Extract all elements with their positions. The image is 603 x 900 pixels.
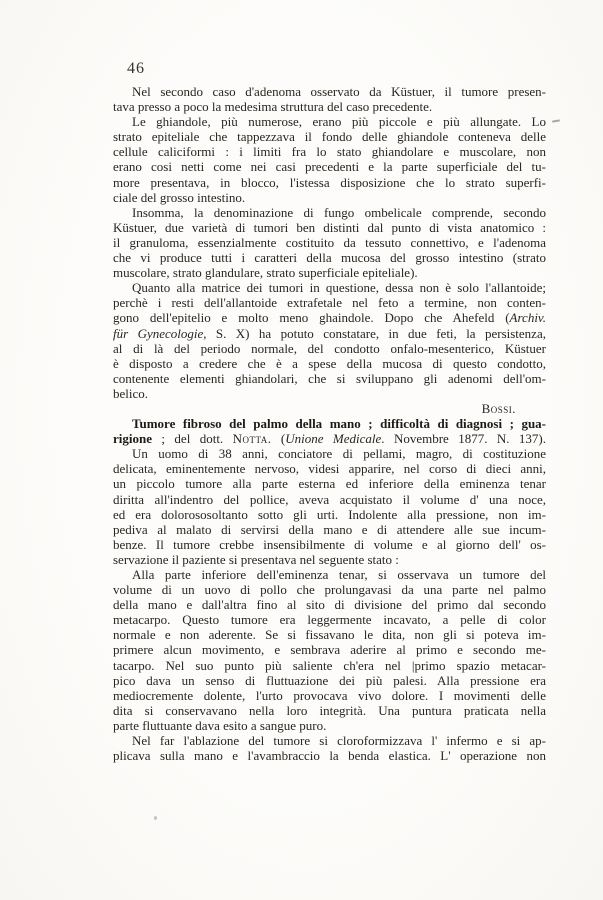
- text-segment: Quanto alla matrice dei tumori in questione, dessa non è solo l'allantoide;: [132, 280, 546, 296]
- text-line: [113, 129, 546, 144]
- text-line: [113, 280, 546, 295]
- text-line: [113, 507, 546, 522]
- text-line: [113, 356, 546, 371]
- text-line: [113, 250, 546, 265]
- text-line: [113, 582, 546, 597]
- text-segment: mediocremente dolente, l'urto provocava vivo dolore. I movimenti delle: [113, 687, 546, 703]
- text-line: [113, 537, 546, 552]
- text-line: [113, 597, 546, 612]
- text-line: [113, 205, 546, 220]
- text-segment: servazione il paziente si presentava nel seguente stato :: [113, 551, 399, 567]
- text-segment: erano cosi netti come nei casi precedenti e la parte superficiale del tu-: [113, 159, 546, 175]
- text-segment: Archiv.: [509, 310, 546, 326]
- text-line: [113, 416, 546, 431]
- signature-bossi: [113, 401, 546, 416]
- text-segment: pediva al malato di servirsi della mano e di attendere alle sue incum-: [113, 521, 546, 537]
- text-line: [113, 159, 546, 174]
- text-line: [113, 567, 546, 582]
- text-line: [113, 220, 546, 235]
- text-line: [113, 522, 546, 537]
- text-segment: della mano e dall'altra fino al sito di divisione del primo dal secondo: [113, 597, 546, 613]
- text-line: [113, 703, 546, 718]
- text-line: [113, 84, 546, 99]
- text-line: [113, 658, 546, 673]
- text-line: [113, 310, 546, 325]
- text-segment: strato epiteliale che tappezzava il fondo delle ghiandole conteneva delle: [113, 129, 546, 145]
- text-segment: parte fluttuante dava esito a sangue puro.: [113, 717, 327, 733]
- text-segment: Bossi.: [481, 400, 516, 416]
- text-segment: ; del dott.: [152, 431, 233, 447]
- text-block: [113, 84, 546, 763]
- page-number: 46: [127, 60, 145, 77]
- text-line: [113, 144, 546, 159]
- text-segment: Un uomo di 38 anni, conciatore di pellami, magro, di costituzione: [132, 446, 546, 462]
- text-segment: un piccolo tumore alla parte esterna ed inferiore della eminenza tenar: [113, 476, 546, 492]
- text-line: [113, 461, 546, 476]
- paragraph-adenoma-secondo-caso: [113, 84, 546, 114]
- text-segment: für Gynecologie: [113, 325, 204, 341]
- text-segment: Nel secondo caso d'adenoma osservato da Küstuer, il tumore presen-: [132, 84, 546, 99]
- text-segment: ciale del grosso intestino.: [113, 189, 246, 205]
- text-segment: gono dell'epitelio e molto meno ghaindole. Dopo che Ahefeld (: [113, 310, 510, 326]
- text-segment: tacarpo. Nel suo punto più saliente ch'era nel |primo spazio metacar-: [113, 657, 546, 673]
- text-segment: more presentava, in blocco, l'istessa disposizione che lo strato superfi-: [113, 174, 546, 190]
- text-segment: è disposto a credere che è a spese della mucosa di questo condotto,: [113, 355, 546, 371]
- paragraph-ablazione: [113, 733, 546, 763]
- text-line: [113, 265, 546, 280]
- text-segment: pico dava un senso di fluttuazione dei più palesi. Alla pressione era: [113, 672, 546, 688]
- text-line: [113, 386, 546, 401]
- text-segment: perchè i resti dell'allantoide extrafetale nel feto a termine, non conten-: [113, 295, 546, 311]
- text-line: [113, 718, 546, 733]
- text-line: [113, 748, 546, 763]
- text-line: [113, 401, 546, 416]
- paragraph-fungo-ombelicale: [113, 205, 546, 280]
- text-segment: contenente elementi ghiandolari, che si sviluppano gli adenomi dell'om-: [113, 370, 546, 386]
- text-line: [113, 476, 546, 491]
- text-line: [113, 190, 546, 205]
- paragraph-matrice-tumori: [113, 280, 546, 401]
- text-segment: Tumore fibroso del palmo della mano ; difficoltà di diagnosi ; gua-: [132, 416, 546, 432]
- text-line: [113, 371, 546, 386]
- text-segment: Unione Medicale: [285, 431, 382, 447]
- text-segment: , S. X) ha potuto constatare, in due feti, la persistenza,: [203, 325, 546, 341]
- text-segment: plicava sulla mano e l'avambraccio la benda elastica. L' operazione non: [113, 748, 546, 764]
- text-line: [113, 326, 546, 341]
- text-segment: al di là del periodo normale, del condotto onfalo-mesenterico, Küstuer: [113, 340, 546, 356]
- text-segment: diritta all'indentro del pollice, aveva acquistato il volume d' una noce,: [113, 491, 546, 507]
- text-segment: tava presso a poco la medesima struttura del caso precedente.: [113, 99, 433, 115]
- text-line: [113, 99, 546, 114]
- text-segment: rigione: [113, 431, 152, 447]
- text-segment: dita si conservavano nella loro integrità. Una puntura praticata nella: [113, 702, 546, 718]
- text-segment: delicata, eminentemente nervoso, videsi apparire, nel corso di dieci anni,: [113, 461, 546, 477]
- text-line: [113, 733, 546, 748]
- text-segment: (: [271, 431, 286, 447]
- text-segment: Küstuer, due varietà di tumori ben distinti dal punto di vista anatomico :: [113, 219, 546, 235]
- text-segment: ed era dolorososoltanto sotto gli urti. Indolente alla pressione, non im-: [113, 506, 546, 522]
- text-segment: benze. Il tumore crebbe insensibilmente di volume e al giorno dell' os-: [113, 536, 546, 552]
- text-segment: . Novembre 1877. N. 137).: [381, 431, 546, 447]
- text-segment: belico.: [113, 385, 149, 401]
- text-segment: muscolare, strato glandulare, strato superficiale epiteliale).: [113, 265, 418, 281]
- text-line: [113, 295, 546, 310]
- ink-mark-speck: [154, 816, 157, 820]
- text-segment: Nel far l'ablazione del tumore si cloroformizzava l' infermo e si ap-: [132, 733, 546, 749]
- text-line: [113, 642, 546, 657]
- text-line: [113, 688, 546, 703]
- text-line: [113, 114, 546, 129]
- paragraph-descrizione-tumore: [113, 567, 546, 733]
- ink-mark-dash: [552, 119, 560, 122]
- text-segment: cellule caliciformi : i limiti fra lo stato ghiandolare e muscolare, non: [113, 144, 546, 160]
- text-line: [113, 341, 546, 356]
- text-line: [113, 627, 546, 642]
- paragraph-ghiandole: [113, 114, 546, 205]
- text-line: [113, 552, 546, 567]
- text-line: [113, 235, 546, 250]
- text-segment: Le ghiandole, più numerose, erano più piccole e più allungate. Lo: [132, 114, 546, 130]
- text-line: [113, 673, 546, 688]
- text-line: [113, 175, 546, 190]
- text-line: [113, 612, 546, 627]
- text-line: [113, 431, 546, 446]
- text-line: [113, 492, 546, 507]
- text-segment: Insomma, la denominazione di fungo ombelicale comprende, secondo: [132, 204, 546, 220]
- paragraph-uomo-38-anni: [113, 446, 546, 567]
- heading-tumore-fibroso: [113, 416, 546, 446]
- text-segment: metacarpo. Questo tumore era leggermente incavato, a pelle di color: [113, 612, 546, 628]
- text-segment: il granuloma, essenzialmente costituito da tessuto connettivo, e l'adenoma: [113, 234, 546, 250]
- text-segment: che vi produce tutti i caratteri della mucosa del grosso intestino (strato: [113, 250, 546, 266]
- text-segment: Alla parte inferiore dell'eminenza tenar, si osservava un tumore del: [132, 567, 546, 582]
- text-segment: Notta.: [232, 431, 272, 447]
- text-segment: primere alcun movimento, e sembrava aderire al primo e secondo me-: [113, 642, 546, 658]
- text-line: [113, 446, 546, 461]
- text-segment: normale e non aderente. Se si fissavano le dita, non gli si poteva im-: [113, 627, 546, 643]
- text-segment: volume di un uovo di pollo che prolungavasi da una parte nel palmo: [113, 582, 546, 598]
